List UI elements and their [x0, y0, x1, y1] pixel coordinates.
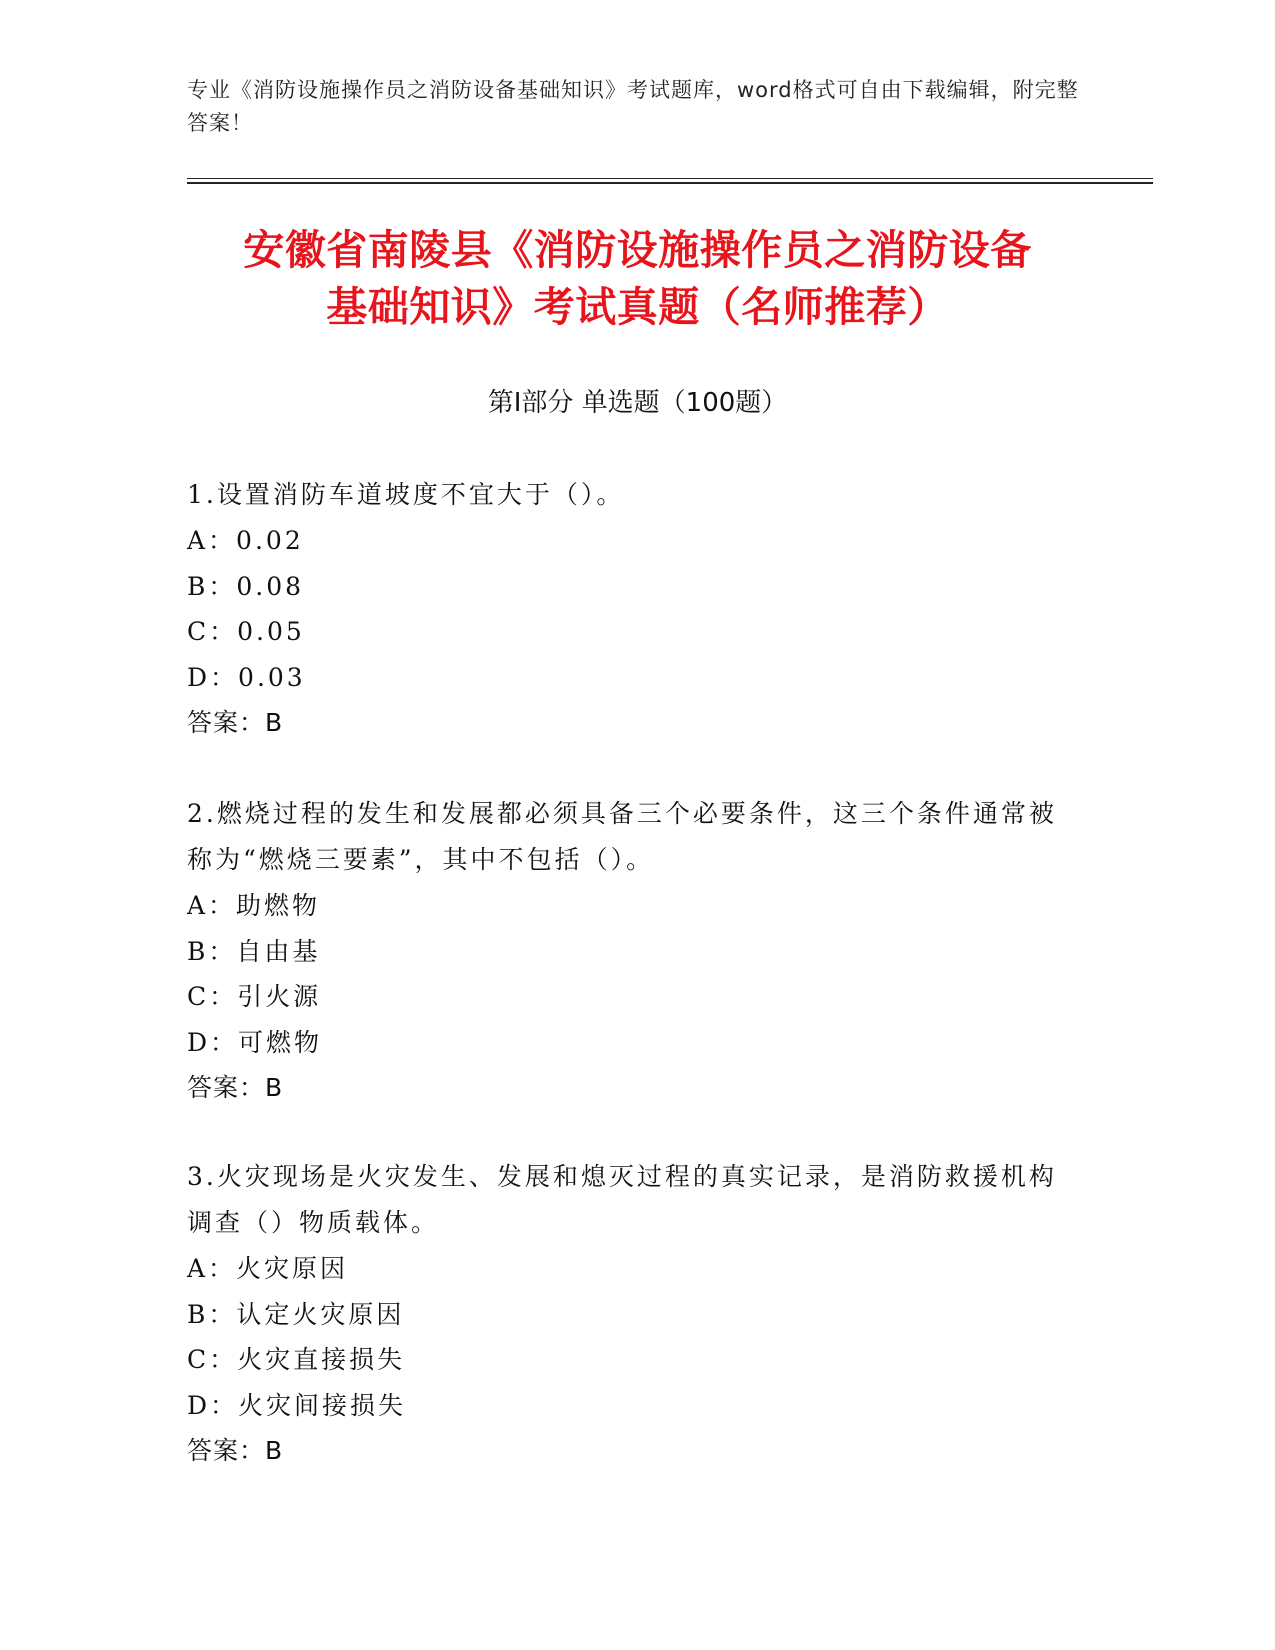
question-block — [187, 791, 1067, 1110]
header-note: 专业《消防设施操作员之消防设备基础知识》考试题库，word格式可自由下载编辑，附完整答案！ — [187, 78, 1079, 135]
option-b: B：认定火灾原因 — [187, 1299, 405, 1329]
section-title: 第I部分 单选题（100题） — [487, 388, 788, 418]
document-title — [170, 222, 1105, 336]
option-c: C：引火源 — [187, 982, 322, 1011]
question-block — [187, 472, 1067, 745]
option-b: B：0.08 — [187, 571, 305, 601]
header-rule-thin — [187, 178, 1153, 179]
question-text: 3.火灾现场是火灾发生、发展和熄灭过程的真实记录，是消防救援机构调查（）物质载体。 — [187, 1162, 1057, 1237]
question-block — [187, 1154, 1067, 1473]
answer-text: 答案：B — [187, 708, 284, 737]
answer-text: 答案：B — [187, 1436, 284, 1465]
option-b: B：自由基 — [187, 936, 321, 966]
question-text: 1.设置消防车道坡度不宜大于（）。 — [187, 480, 625, 509]
option-a: A：助燃物 — [187, 891, 321, 920]
option-d: D：0.03 — [187, 662, 306, 692]
header-rule-thick — [187, 182, 1153, 184]
document-title-line-1: 安徽省南陵县《消防设施操作员之消防设备 — [243, 226, 1032, 274]
question-text: 2.燃烧过程的发生和发展都必须具备三个必要条件，这三个条件通常被称为“燃烧三要素”，其中不包括（）。 — [187, 799, 1057, 874]
option-d: D：可燃物 — [187, 1027, 323, 1057]
option-a: A：火灾原因 — [187, 1254, 349, 1283]
option-a: A：0.02 — [187, 526, 304, 555]
answer-text: 答案：B — [187, 1073, 284, 1102]
option-c: C：0.05 — [187, 617, 305, 646]
option-c: C：火灾直接损失 — [187, 1345, 406, 1374]
document-title-line-2: 基础知识》考试真题（名师推荐） — [326, 283, 949, 331]
option-d: D：火灾间接损失 — [187, 1390, 407, 1420]
